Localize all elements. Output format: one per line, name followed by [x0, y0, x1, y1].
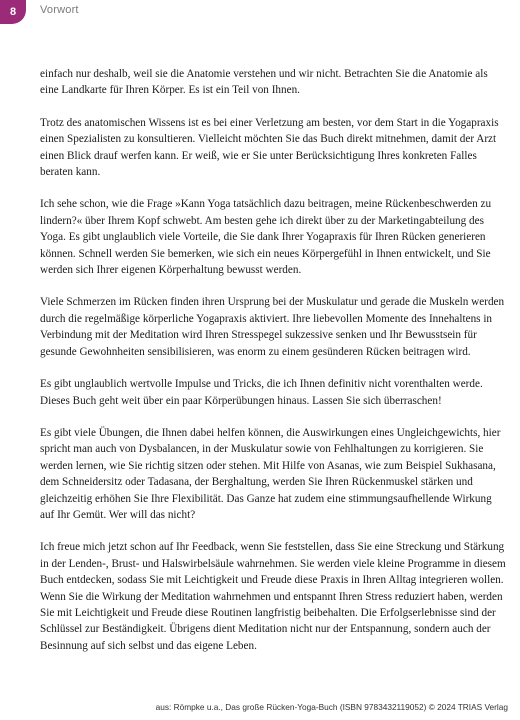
paragraph: Es gibt unglaublich wertvolle Impulse und Tricks, die ich Ihnen definitiv nicht vorenthalten werde. Dieses Buch geht weit über ein paar Körperübungen hinaus. Lassen Sie sich überraschen!: [40, 378, 483, 407]
paragraph: Viele Schmerzen im Rücken finden ihren Ursprung bei der Muskulatur und gerade die Muskeln werden durch die regelmäßige körperliche Yogapraxis aktiviert. Ihre liebevollen Momente des Innehaltens in Verbindung mit der Meditation wird Ihren Stresspegel sukzessive senken und Ihr Bewusstsein für gesunde Gewohnheiten sensibilisieren, was enorm zu einem gesünderen Rücken beitragen wird.: [40, 296, 505, 358]
paragraph: Trotz des anatomischen Wissens ist es bei einer Verletzung am besten, vor dem Start in die Yogapraxis einen Spezialisten zu konsultieren. Vielleicht möchten Sie das Buch direkt mitnehmen, damit der Arzt einen Blick drauf werfen kann. Er weiß, wie er Sie unter Berücksichtigung Ihres konkreten Falles beraten kann.: [40, 116, 499, 179]
paragraph: Ich freue mich jetzt schon auf Ihr Feedback, wenn Sie feststellen, dass Sie eine Streckung und Stärkung in der Lenden-, Brust- und Halswirbelsäule wahrnehmen. Sie werden viele kleine Programme in diesem Buch entdecken, sodass Sie mit Leichtigkeit und Freude diese Praxis in Ihren Alltag integrieren wollen. Wenn Sie die Wirkung der Meditation wahrnehmen und entspannt Ihren Stress reduziert haben, werden Sie mit Leichtigkeit und Freude diese Routinen langfristig beibehalten. Die Erfolgserlebnisse sind der Schlüssel zur Beständigkeit. Übrigens dient Meditation nicht nur der Entspannung, sondern auch der Besinnung auf sich selbst und das eigene Leben.: [40, 541, 506, 652]
section-title: Vorwort: [40, 4, 79, 16]
paragraph: Es gibt viele Übungen, die Ihnen dabei helfen können, die Auswirkungen eines Ungleichgewichts, hier spricht man auch von Dysbalancen, in der Muskulatur sowie von Fehlhaltungen zu korrigieren. Sie werden lernen, wie Sie richtig sitzen oder stehen. Mit Hilfe von Asanas, wie zum Beispiel Sukhasana, dem Schneidersitz oder Tadasana, der Berghaltung, werden Sie Ihren Rückenmuskel stärken und gleichzeitig erhöhen Sie Ihre Flexibilität. Das Ganze hat zudem eine stimmungsaufhellende Wirkung auf Ihr Gemüt. Wer will das nicht?: [40, 426, 501, 521]
page-number-badge: [0, 0, 26, 24]
paragraph: einfach nur deshalb, weil sie die Anatomie verstehen und wir nicht. Betrachten Sie die Anatomie als eine Landkarte für Ihren Körper. Es ist ein Teil von Ihnen.: [40, 68, 488, 97]
paragraph: Ich sehe schon, wie die Frage »Kann Yoga tatsächlich dazu beitragen, meine Rückenbeschwerden zu lindern?« über Ihrem Kopf schwebt. Am besten gehe ich direkt über zu der Marketingabteilung des Yoga. Es gibt unglaublich viele Vorteile, die Sie dank Ihrer Yogapraxis für Ihren Rücken generieren können. Schnell werden Sie bemerken, wie sich ein neues Körpergefühl in Ihnen entwickelt, und Sie werden sich Ihrer eigenen Körperhaltung bewusst werden.: [40, 198, 492, 277]
body-text: [40, 66, 506, 670]
source-footer: aus: Römpke u.a., Das große Rücken-Yoga-Buch (ISBN 9783432119052) © 2024 TRIAS Verlag: [155, 702, 508, 712]
page-number: 8: [9, 6, 17, 18]
